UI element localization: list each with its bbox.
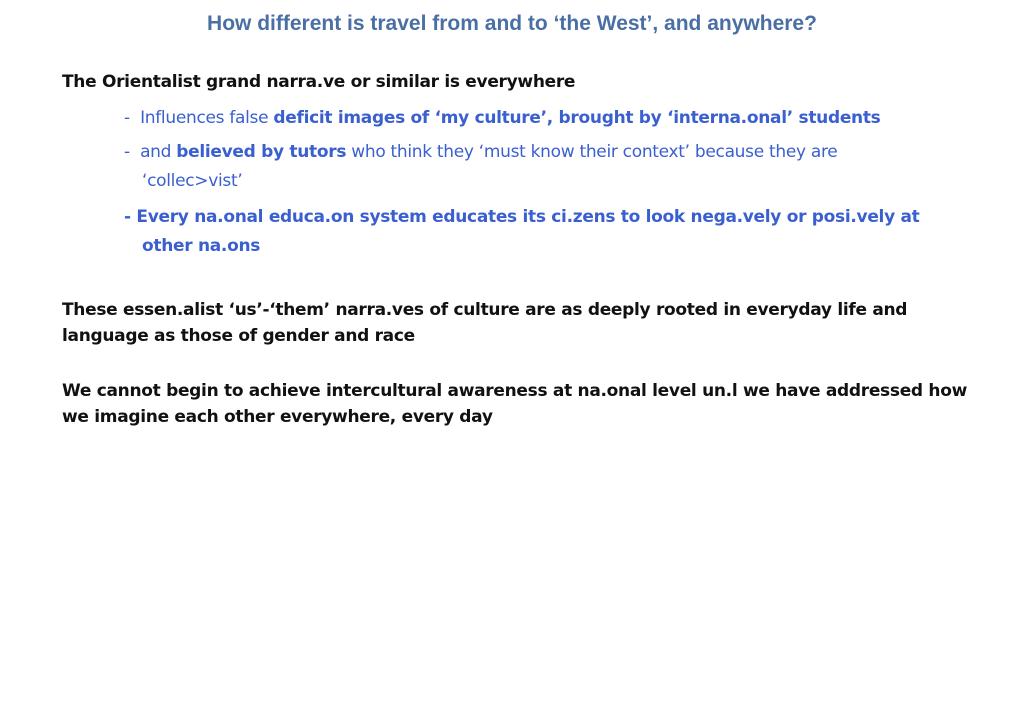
bullet-dash: - (124, 108, 130, 128)
bullet-text: Influences false (140, 108, 274, 128)
bullet-item-2 (124, 138, 837, 196)
bullet-item-3 (124, 203, 919, 261)
paragraph-2-line-2: we imagine each other everywhere, every day (62, 407, 493, 427)
bullet-dash: - (124, 142, 130, 162)
bullet-line-1: Every na.onal educa.on system educates its ci.zens to look nega.vely or posi.vely at (136, 207, 920, 227)
paragraph-2 (62, 378, 982, 430)
bullet-text-continued: who think they ‘must know their context’ because they are (346, 142, 838, 162)
slide-title: How different is travel from and to ‘the West’, and anywhere? (207, 12, 817, 35)
paragraph-1 (62, 297, 982, 349)
bullet-bold-text: deficit images of ‘my culture’, brought by ‘interna.onal’ students (273, 108, 881, 128)
paragraph-1-line-2: language as those of gender and race (62, 326, 415, 346)
bullet-bold-text: believed by tutors (176, 142, 347, 162)
bullet-item-1 (124, 104, 881, 133)
paragraph-2-line-1: We cannot begin to achieve intercultural awareness at na.onal level un.l we have addressed how (62, 381, 967, 401)
bullet-line-2: other na.ons (142, 236, 261, 256)
bullet-text: and (140, 142, 177, 162)
bullet-continuation: ‘collec>vist’ (142, 171, 243, 191)
section-heading: The Orientalist grand narra.ve or similar is everywhere (62, 72, 576, 92)
paragraph-1-line-1: These essen.alist ‘us’-‘them’ narra.ves of culture are as deeply rooted in everyday life and (62, 300, 908, 320)
bullet-dash: - (124, 207, 131, 227)
